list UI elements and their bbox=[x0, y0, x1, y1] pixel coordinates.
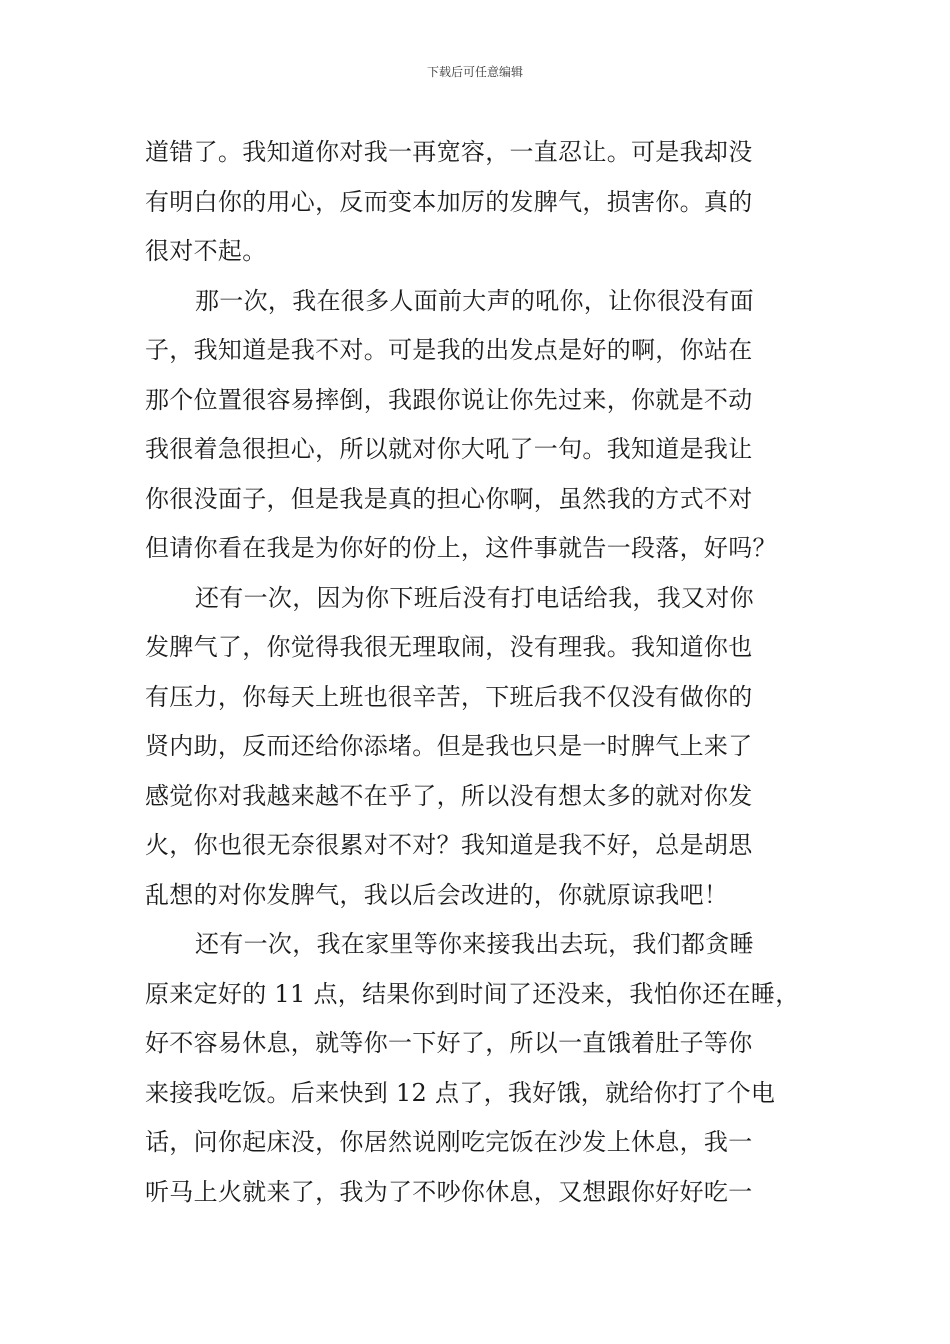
paragraph-first-line: 那一次，我在很多人面前大声的吼你，让你很没有面 bbox=[195, 286, 754, 315]
text-line: 发脾气了，你觉得我很无理取闹，没有理我。我知道你也 bbox=[145, 633, 753, 661]
text-line: 你很没面子，但是我是真的担心你啊，虽然我的方式不对 bbox=[145, 484, 753, 513]
text-line: 子，我知道是我不对。可是我的出发点是好的啊，你站在 bbox=[145, 336, 753, 364]
text-line: 原来定好的 11 点，结果你到时间了还没来，我怕你还在睡， bbox=[145, 979, 800, 1008]
text-line: 好不容易休息，就等你一下好了，所以一直饿着肚子等你 bbox=[145, 1029, 753, 1057]
text-line: 有明白你的用心，反而变本加厉的发脾气，损害你。真的 bbox=[145, 187, 753, 216]
text-line: 感觉你对我越来越不在乎了，所以没有想太多的就对你发 bbox=[145, 781, 753, 810]
paragraph-first-line: 还有一次，因为你下班后没有打电话给我，我又对你 bbox=[195, 583, 754, 612]
text-line: 来接我吃饭。后来快到 12 点了，我好饿，就给你打了个电 bbox=[145, 1078, 776, 1107]
document-body bbox=[145, 128, 813, 1217]
text-line: 乱想的对你发脾气，我以后会改进的，你就原谅我吧！ bbox=[145, 880, 729, 909]
page-header: 下载后可任意编辑 bbox=[426, 65, 523, 79]
text-line: 贤内助，反而还给你添堵。但是我也只是一时脾气上来了 bbox=[145, 732, 753, 760]
paragraph-first-line: 还有一次，我在家里等你来接我出去玩，我们都贪睡 bbox=[195, 930, 754, 958]
text-line: 听马上火就来了，我为了不吵你休息，又想跟你好好吃一 bbox=[145, 1177, 753, 1206]
text-line: 但请你看在我是为你好的份上，这件事就告一段落，好吗？ bbox=[145, 534, 777, 562]
text-line: 有压力，你每天上班也很辛苦，下班后我不仅没有做你的 bbox=[145, 682, 753, 711]
text-line: 那个位置很容易摔倒，我跟你说让你先过来，你就是不动 bbox=[145, 385, 753, 414]
text-line: 话，问你起床没，你居然说刚吃完饭在沙发上休息，我一 bbox=[145, 1128, 753, 1156]
text-line: 我很着急很担心，所以就对你大吼了一句。我知道是我让 bbox=[145, 435, 753, 463]
text-line: 火，你也很无奈很累对不对？我知道是我不好，总是胡思 bbox=[145, 831, 753, 859]
text-line: 很对不起。 bbox=[145, 237, 267, 265]
text-line: 道错了。我知道你对我一再宽容，一直忍让。可是我却没 bbox=[145, 138, 753, 166]
